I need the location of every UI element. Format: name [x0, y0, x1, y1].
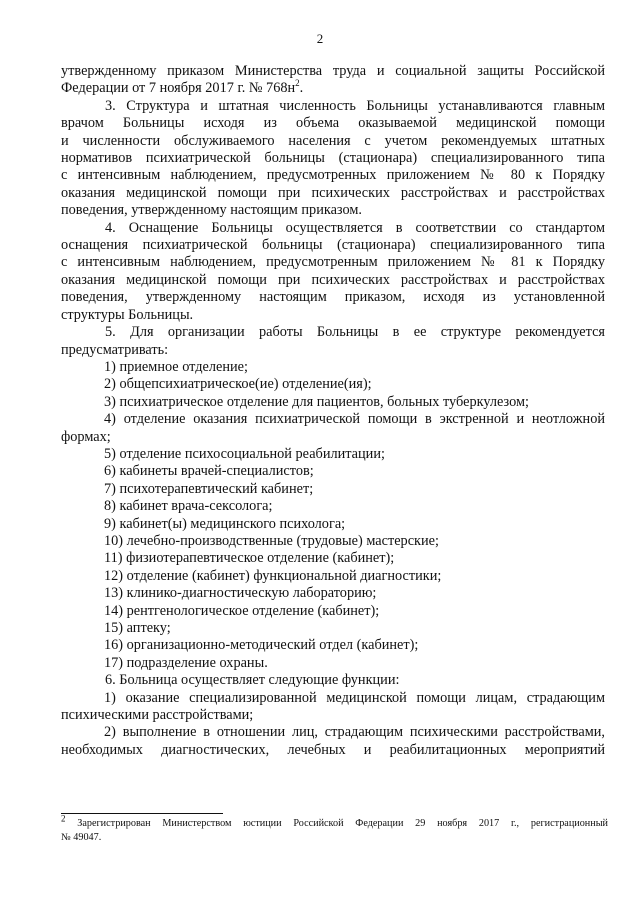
line-text: 4. Оснащение Больницы осуществляется в соответствии со стандартом — [105, 219, 605, 236]
line-text: 3) психиатрическое отделение для пациентов, больных туберкулезом; — [104, 393, 529, 410]
text-line — [61, 150, 605, 167]
line-text: 7) психотерапевтический кабинет; — [104, 480, 314, 497]
page-number: 2 — [316, 31, 324, 46]
line-text: 16) организационно-методический отдел (кабинет); — [104, 637, 419, 654]
text-line — [61, 481, 605, 498]
line-text: 15) аптеку; — [104, 620, 171, 636]
footnote — [61, 813, 609, 844]
footnote-mark: 2 — [61, 813, 66, 824]
line-text: 5) отделение психосоциальной реабилитации; — [104, 445, 385, 462]
footnote-line: № 49047. — [61, 831, 102, 843]
text-line — [61, 585, 605, 602]
text-line — [61, 289, 605, 306]
line-text: 1) приемное отделение; — [104, 358, 248, 375]
text-line — [61, 133, 605, 150]
text-line — [61, 115, 605, 132]
line-text: 10) лечебно-производственные (трудовые) мастерские; — [104, 532, 439, 549]
text-line — [61, 342, 605, 359]
line-text: предусматривать: — [61, 341, 169, 358]
text-line — [61, 167, 605, 184]
footnote-reference: 2 — [295, 78, 300, 89]
line-text: оснащения психиатрической больницы (стационара) специализированного типа — [61, 237, 605, 254]
text-line — [61, 672, 605, 689]
line-text: утвержденному приказом Министерства труда и социальной защиты Российской — [61, 63, 605, 79]
text-line — [61, 446, 605, 463]
text-line — [61, 637, 605, 654]
line-text: 17) подразделение охраны. — [104, 654, 268, 671]
text-line — [61, 307, 605, 324]
text-line — [61, 498, 605, 515]
text-line — [61, 707, 605, 724]
text-line — [61, 254, 605, 271]
text-line — [61, 655, 605, 672]
line-text: поведения, утвержденному настоящим приказом. — [61, 202, 362, 219]
line-text: 14) рентгенологическое отделение (кабинет); — [104, 602, 380, 619]
footnote-text: Зарегистрирован Министерством юстиции Российской Федерации 29 ноября 2017 г., регистрационный — [77, 818, 609, 829]
line-text: оказания медицинской помощи при психических расстройствах и расстройствах — [61, 184, 605, 201]
line-text: 11) физиотерапевтическое отделение (кабинет); — [104, 550, 395, 567]
text-line — [61, 376, 605, 393]
text-line — [61, 394, 605, 411]
line-text: 4) отделение оказания психиатрической помощи в экстренной и неотложной — [104, 411, 605, 428]
text-line — [61, 724, 605, 741]
line-text: 3. Структура и штатная численность Больницы устанавливаются главным — [105, 97, 605, 114]
text-line — [61, 63, 605, 80]
text-line — [61, 185, 605, 202]
text-line — [61, 568, 605, 585]
line-text: 12) отделение (кабинет) функциональной диагностики; — [104, 567, 442, 584]
line-text: 13) клинико-диагностическую лабораторию; — [104, 585, 377, 602]
text-line — [61, 516, 605, 533]
line-text: структуры Больницы. — [61, 306, 194, 323]
line-text: 2) выполнение в отношении лиц, страдающим психическими расстройствами, — [104, 724, 605, 741]
line-tail: . — [299, 80, 304, 97]
footnote-separator — [61, 813, 223, 814]
footnote-line — [61, 813, 609, 831]
line-text: необходимых диагностических, лечебных и реабилитационных мероприятий — [61, 741, 605, 758]
text-line — [61, 742, 605, 759]
line-text: 6) кабинеты врачей-специалистов; — [104, 463, 314, 480]
text-line — [61, 359, 605, 376]
text-line — [61, 463, 605, 480]
line-text: нормативов психиатрической больницы (стационара) специализированного типа — [61, 150, 605, 167]
text-line — [61, 272, 605, 289]
text-line — [61, 533, 605, 550]
text-line — [61, 220, 605, 237]
line-text: 9) кабинет(ы) медицинского психолога; — [104, 515, 346, 532]
line-text: поведения, утвержденному настоящим приказом, исходя из установленной — [61, 289, 605, 306]
line-text: формах; — [61, 428, 111, 445]
text-line — [61, 98, 605, 115]
line-text: 1) оказание специализированной медицинской помощи лицам, страдающим — [104, 689, 605, 706]
text-line — [61, 550, 605, 567]
line-text: 5. Для организации работы Больницы в ее структуре рекомендуется — [105, 324, 605, 341]
line-text: 8) кабинет врача-сексолога; — [104, 498, 273, 515]
line-text: оказания медицинской помощи при психических расстройствах и расстройствах — [61, 271, 605, 288]
line-text: 2) общепсихиатрическое(ие) отделение(ия); — [104, 376, 372, 393]
line-text: психическими расстройствами; — [61, 707, 254, 724]
text-line — [61, 429, 605, 446]
line-text: с интенсивным наблюдением, предусмотренных приложением № 80 к Порядку — [61, 167, 605, 184]
line-text: с интенсивным наблюдением, предусмотренным приложением № 81 к Порядку — [61, 254, 605, 271]
text-line — [61, 603, 605, 620]
text-line — [61, 324, 605, 341]
text-line — [61, 690, 605, 707]
text-line — [61, 411, 605, 428]
text-line — [61, 237, 605, 254]
document-body — [61, 63, 605, 759]
line-text: врачом Больницы исходя из объема оказываемой медицинской помощи — [61, 115, 605, 132]
text-line — [61, 620, 605, 637]
line-text: Федерации от 7 ноября 2017 г. № 768н — [61, 80, 296, 97]
line-text: 6. Больница осуществляет следующие функции: — [105, 672, 400, 689]
text-line — [61, 80, 605, 97]
text-line — [61, 202, 605, 219]
line-text: и численности обслуживаемого населения с учетом рекомендуемых штатных — [61, 132, 605, 149]
